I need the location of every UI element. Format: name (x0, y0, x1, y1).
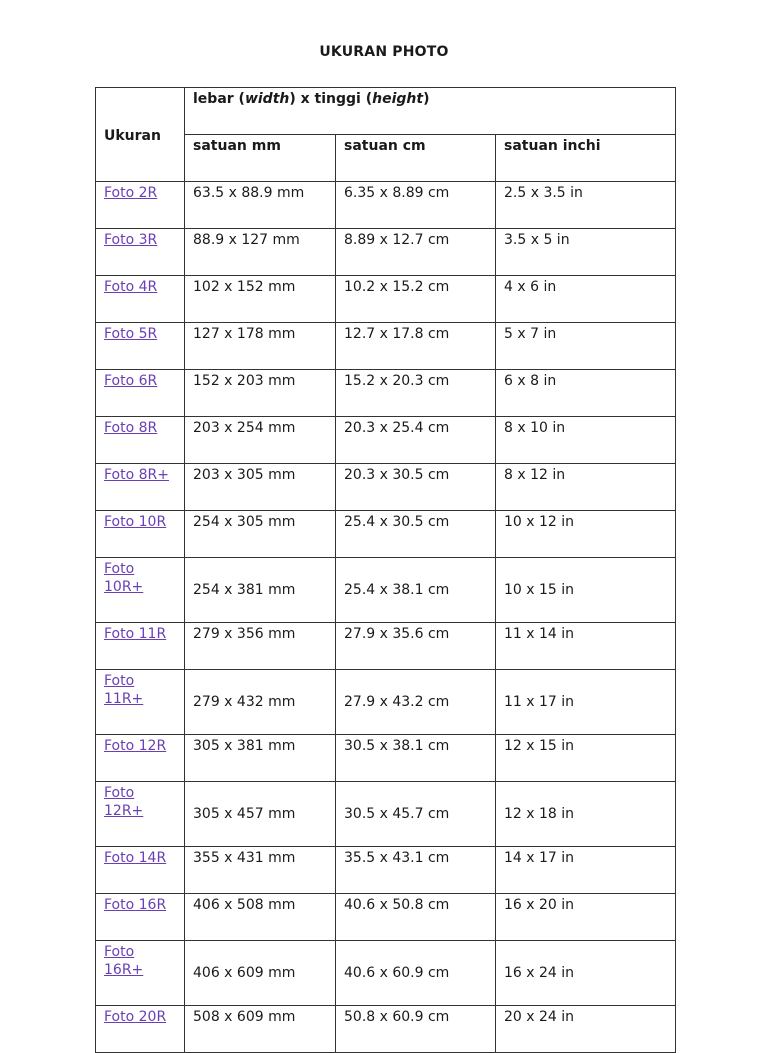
cm-value-cell: 40.6 x 50.8 cm (336, 894, 496, 941)
cm-value-cell: 25.4 x 38.1 cm (336, 558, 496, 623)
cm-value-cell: 8.89 x 12.7 cm (336, 229, 496, 276)
table-row (96, 558, 676, 623)
mm-value-cell: 152 x 203 mm (185, 370, 336, 417)
size-link[interactable]: Foto 3R (104, 232, 158, 248)
size-name-cell (96, 182, 185, 229)
cm-value-cell: 6.35 x 8.89 cm (336, 182, 496, 229)
inch-value-cell: 11 x 17 in (496, 670, 676, 735)
cm-value-cell: 30.5 x 38.1 cm (336, 735, 496, 782)
table-row (96, 370, 676, 417)
header-row (96, 88, 676, 135)
size-name-cell (96, 735, 185, 782)
cm-value-cell: 40.6 x 60.9 cm (336, 941, 496, 1006)
size-name-cell (96, 323, 185, 370)
table-row (96, 847, 676, 894)
size-name-cell (96, 464, 185, 511)
table-row (96, 623, 676, 670)
dimension-header-prefix: lebar ( (193, 91, 245, 107)
size-link[interactable]: Foto 14R (104, 850, 167, 866)
size-name-cell (96, 511, 185, 558)
mm-value-cell: 88.9 x 127 mm (185, 229, 336, 276)
inch-value-cell: 5 x 7 in (496, 323, 676, 370)
size-name-cell (96, 229, 185, 276)
size-name-cell (96, 1006, 185, 1053)
cm-value-cell: 15.2 x 20.3 cm (336, 370, 496, 417)
inch-value-cell: 8 x 10 in (496, 417, 676, 464)
inch-column-header: satuan inchi (496, 135, 676, 182)
size-name-cell (96, 782, 185, 847)
size-link[interactable]: Foto 10R (104, 514, 167, 530)
cm-value-cell: 20.3 x 25.4 cm (336, 417, 496, 464)
inch-value-cell: 20 x 24 in (496, 1006, 676, 1053)
dimension-header-mid: ) x tinggi ( (289, 91, 373, 107)
cm-value-cell: 27.9 x 43.2 cm (336, 670, 496, 735)
inch-value-cell: 8 x 12 in (496, 464, 676, 511)
size-name-cell (96, 417, 185, 464)
page-title: UKURAN PHOTO (319, 44, 449, 60)
width-term: width (244, 91, 290, 107)
size-name-cell (96, 558, 185, 623)
inch-value-cell: 6 x 8 in (496, 370, 676, 417)
size-name-cell (96, 847, 185, 894)
inch-value-cell: 4 x 6 in (496, 276, 676, 323)
inch-value-cell: 12 x 18 in (496, 782, 676, 847)
size-link[interactable]: Foto 11R+ (104, 673, 144, 707)
size-name-cell (96, 370, 185, 417)
cm-value-cell: 30.5 x 45.7 cm (336, 782, 496, 847)
size-link[interactable]: Foto 10R+ (104, 561, 144, 595)
mm-value-cell: 203 x 305 mm (185, 464, 336, 511)
size-link[interactable]: Foto 16R+ (104, 944, 144, 978)
height-term: height (372, 91, 424, 107)
inch-value-cell: 12 x 15 in (496, 735, 676, 782)
mm-value-cell: 406 x 508 mm (185, 894, 336, 941)
mm-value-cell: 102 x 152 mm (185, 276, 336, 323)
table-row (96, 276, 676, 323)
mm-value-cell: 203 x 254 mm (185, 417, 336, 464)
size-link[interactable]: Foto 5R (104, 326, 158, 342)
mm-value-cell: 279 x 356 mm (185, 623, 336, 670)
cm-value-cell: 12.7 x 17.8 cm (336, 323, 496, 370)
size-link[interactable]: Foto 2R (104, 185, 158, 201)
table-row (96, 417, 676, 464)
mm-value-cell: 63.5 x 88.9 mm (185, 182, 336, 229)
size-link[interactable]: Foto 6R (104, 373, 158, 389)
size-link[interactable]: Foto 4R (104, 279, 158, 295)
size-name-cell (96, 894, 185, 941)
size-link[interactable]: Foto 12R+ (104, 785, 144, 819)
size-link[interactable]: Foto 8R+ (104, 467, 169, 483)
inch-value-cell: 2.5 x 3.5 in (496, 182, 676, 229)
mm-value-cell: 355 x 431 mm (185, 847, 336, 894)
photo-size-table (95, 87, 676, 1053)
size-link[interactable]: Foto 12R (104, 738, 167, 754)
table-row (96, 735, 676, 782)
inch-value-cell: 14 x 17 in (496, 847, 676, 894)
cm-column-header: satuan cm (336, 135, 496, 182)
cm-value-cell: 35.5 x 43.1 cm (336, 847, 496, 894)
cm-value-cell: 10.2 x 15.2 cm (336, 276, 496, 323)
table-row (96, 323, 676, 370)
mm-value-cell: 127 x 178 mm (185, 323, 336, 370)
size-link[interactable]: Foto 20R (104, 1009, 167, 1025)
table-row (96, 182, 676, 229)
mm-value-cell: 508 x 609 mm (185, 1006, 336, 1053)
mm-value-cell: 406 x 609 mm (185, 941, 336, 1006)
size-link[interactable]: Foto 11R (104, 626, 167, 642)
cm-value-cell: 50.8 x 60.9 cm (336, 1006, 496, 1053)
table-row (96, 941, 676, 1006)
mm-value-cell: 254 x 305 mm (185, 511, 336, 558)
inch-value-cell: 10 x 15 in (496, 558, 676, 623)
size-name-cell (96, 623, 185, 670)
table-row (96, 464, 676, 511)
size-name-cell (96, 670, 185, 735)
dimension-header-suffix: ) (423, 91, 430, 107)
table-body (96, 182, 676, 1053)
inch-value-cell: 16 x 20 in (496, 894, 676, 941)
table-row (96, 229, 676, 276)
cm-value-cell: 25.4 x 30.5 cm (336, 511, 496, 558)
table-row (96, 894, 676, 941)
dimension-header (185, 88, 676, 135)
table-row (96, 782, 676, 847)
cm-value-cell: 27.9 x 35.6 cm (336, 623, 496, 670)
table-row (96, 670, 676, 735)
size-name-cell (96, 941, 185, 1006)
ukuran-header: Ukuran (96, 88, 185, 182)
inch-value-cell: 11 x 14 in (496, 623, 676, 670)
mm-column-header: satuan mm (185, 135, 336, 182)
mm-value-cell: 305 x 457 mm (185, 782, 336, 847)
inch-value-cell: 16 x 24 in (496, 941, 676, 1006)
mm-value-cell: 305 x 381 mm (185, 735, 336, 782)
size-name-cell (96, 276, 185, 323)
cm-value-cell: 20.3 x 30.5 cm (336, 464, 496, 511)
inch-value-cell: 10 x 12 in (496, 511, 676, 558)
inch-value-cell: 3.5 x 5 in (496, 229, 676, 276)
mm-value-cell: 254 x 381 mm (185, 558, 336, 623)
table-row (96, 511, 676, 558)
mm-value-cell: 279 x 432 mm (185, 670, 336, 735)
size-link[interactable]: Foto 16R (104, 897, 167, 913)
table-row (96, 1006, 676, 1053)
size-link[interactable]: Foto 8R (104, 420, 158, 436)
